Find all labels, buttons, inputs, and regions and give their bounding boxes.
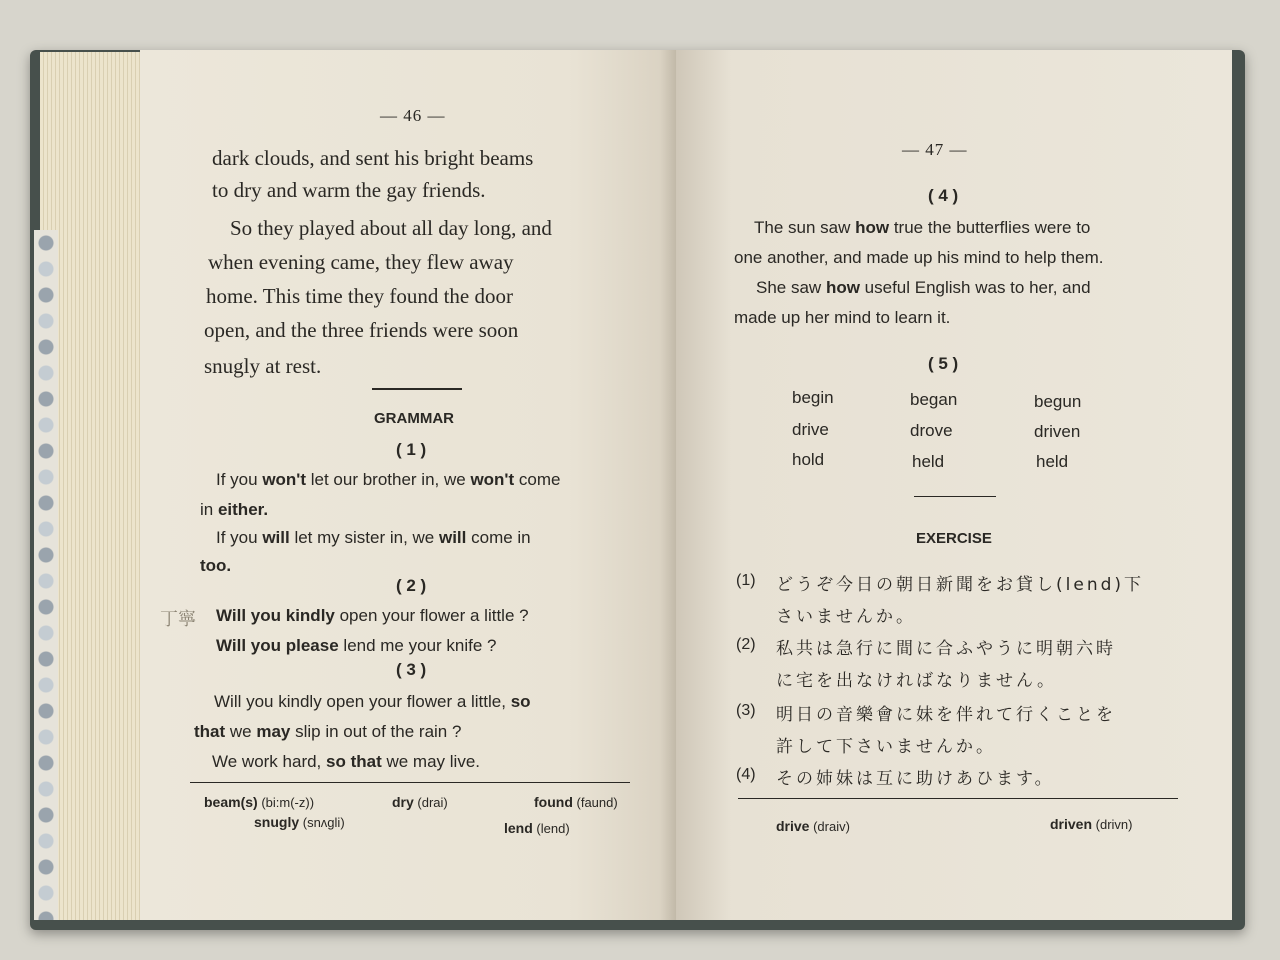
story-line: to dry and warm the gay friends. bbox=[212, 178, 486, 202]
grammar-line: too. bbox=[200, 556, 232, 575]
grammar-line: that we may slip in out of the rain ? bbox=[194, 722, 462, 741]
story-line: So they played about all day long, and bbox=[230, 216, 552, 240]
exercise-number: (1) bbox=[736, 572, 756, 589]
exercise-line: その姉妹は互に助けあひます。 bbox=[776, 769, 1055, 789]
verb-cell: drive bbox=[792, 420, 829, 439]
vocab-entry: dry (drai) bbox=[392, 794, 448, 810]
vocab-entry: found (faund) bbox=[534, 794, 618, 810]
exercise-heading: EXERCISE bbox=[916, 530, 992, 547]
grammar-line: Will you kindly open your flower a little ? bbox=[216, 606, 529, 625]
exercise-line: 許して下さいませんか。 bbox=[776, 737, 996, 757]
section-label: ( 3 ) bbox=[396, 660, 427, 679]
verb-cell: began bbox=[910, 390, 958, 409]
grammar-line: one another, and made up his mind to help them. bbox=[734, 248, 1104, 267]
story-line: open, and the three friends were soon bbox=[204, 318, 519, 342]
grammar-line: The sun saw how true the butterflies were to bbox=[754, 218, 1091, 237]
section-label: ( 2 ) bbox=[396, 576, 427, 595]
grammar-line: made up her mind to learn it. bbox=[734, 308, 951, 327]
grammar-line: If you will let my sister in, we will come in bbox=[216, 528, 531, 547]
section-label: ( 5 ) bbox=[928, 354, 959, 373]
left-page bbox=[140, 50, 676, 920]
footer-rule bbox=[190, 782, 630, 783]
vocab-entry: snugly (snʌgli) bbox=[254, 814, 345, 830]
exercise-number: (2) bbox=[736, 636, 756, 653]
vocab-entry: driven (drivn) bbox=[1050, 816, 1133, 832]
story-line: home. This time they found the door bbox=[206, 284, 513, 308]
section-label: ( 1 ) bbox=[396, 440, 427, 459]
exercise-line: 私共は急行に間に合ふやうに明朝六時 bbox=[776, 639, 1116, 659]
verb-cell: held bbox=[912, 452, 945, 471]
vocab-entry: drive (draiv) bbox=[776, 818, 850, 834]
exercise-number: (4) bbox=[736, 766, 756, 783]
verb-cell: driven bbox=[1034, 422, 1081, 441]
story-line: snugly at rest. bbox=[204, 354, 322, 378]
grammar-line: in either. bbox=[200, 500, 269, 519]
page-number: — 47 — bbox=[902, 140, 968, 159]
story-line: when evening came, they flew away bbox=[208, 250, 514, 274]
right-page bbox=[676, 50, 1232, 920]
vocab-entry: beam(s) (bi:m(-z)) bbox=[204, 794, 315, 810]
footer-rule bbox=[738, 798, 1178, 799]
exercise-line: に宅を出なければなりません。 bbox=[776, 671, 1058, 691]
exercise-line: さいませんか。 bbox=[776, 607, 916, 627]
verb-cell: held bbox=[1036, 452, 1069, 471]
section-label: ( 4 ) bbox=[928, 186, 959, 205]
exercise-number: (3) bbox=[736, 702, 756, 719]
section-divider bbox=[914, 496, 996, 497]
exercise-line: 明日の音樂會に妹を伴れて行くことを bbox=[776, 705, 1116, 725]
grammar-line: Will you please lend me your knife ? bbox=[216, 636, 497, 655]
verb-cell: hold bbox=[792, 450, 825, 469]
story-line: dark clouds, and sent his bright beams bbox=[212, 146, 534, 170]
grammar-line: If you won't let our brother in, we won't come bbox=[216, 470, 561, 489]
section-divider bbox=[372, 388, 462, 390]
endpaper-pattern bbox=[34, 230, 58, 920]
verb-cell: begun bbox=[1034, 392, 1082, 411]
verb-cell: drove bbox=[910, 421, 953, 440]
grammar-line: She saw how useful English was to her, and bbox=[756, 278, 1091, 297]
grammar-heading: GRAMMAR bbox=[374, 410, 454, 427]
page-number: — 46 — bbox=[380, 106, 446, 125]
exercise-line: どうぞ今日の朝日新聞をお貸し(lend)下 bbox=[776, 575, 1145, 595]
grammar-line: We work hard, so that we may live. bbox=[212, 752, 480, 771]
verb-cell: begin bbox=[792, 388, 834, 407]
grammar-line: Will you kindly open your flower a little, so bbox=[214, 692, 531, 711]
pencil-note: 丁寧 bbox=[160, 609, 196, 630]
vocab-entry: lend (lend) bbox=[504, 820, 570, 836]
